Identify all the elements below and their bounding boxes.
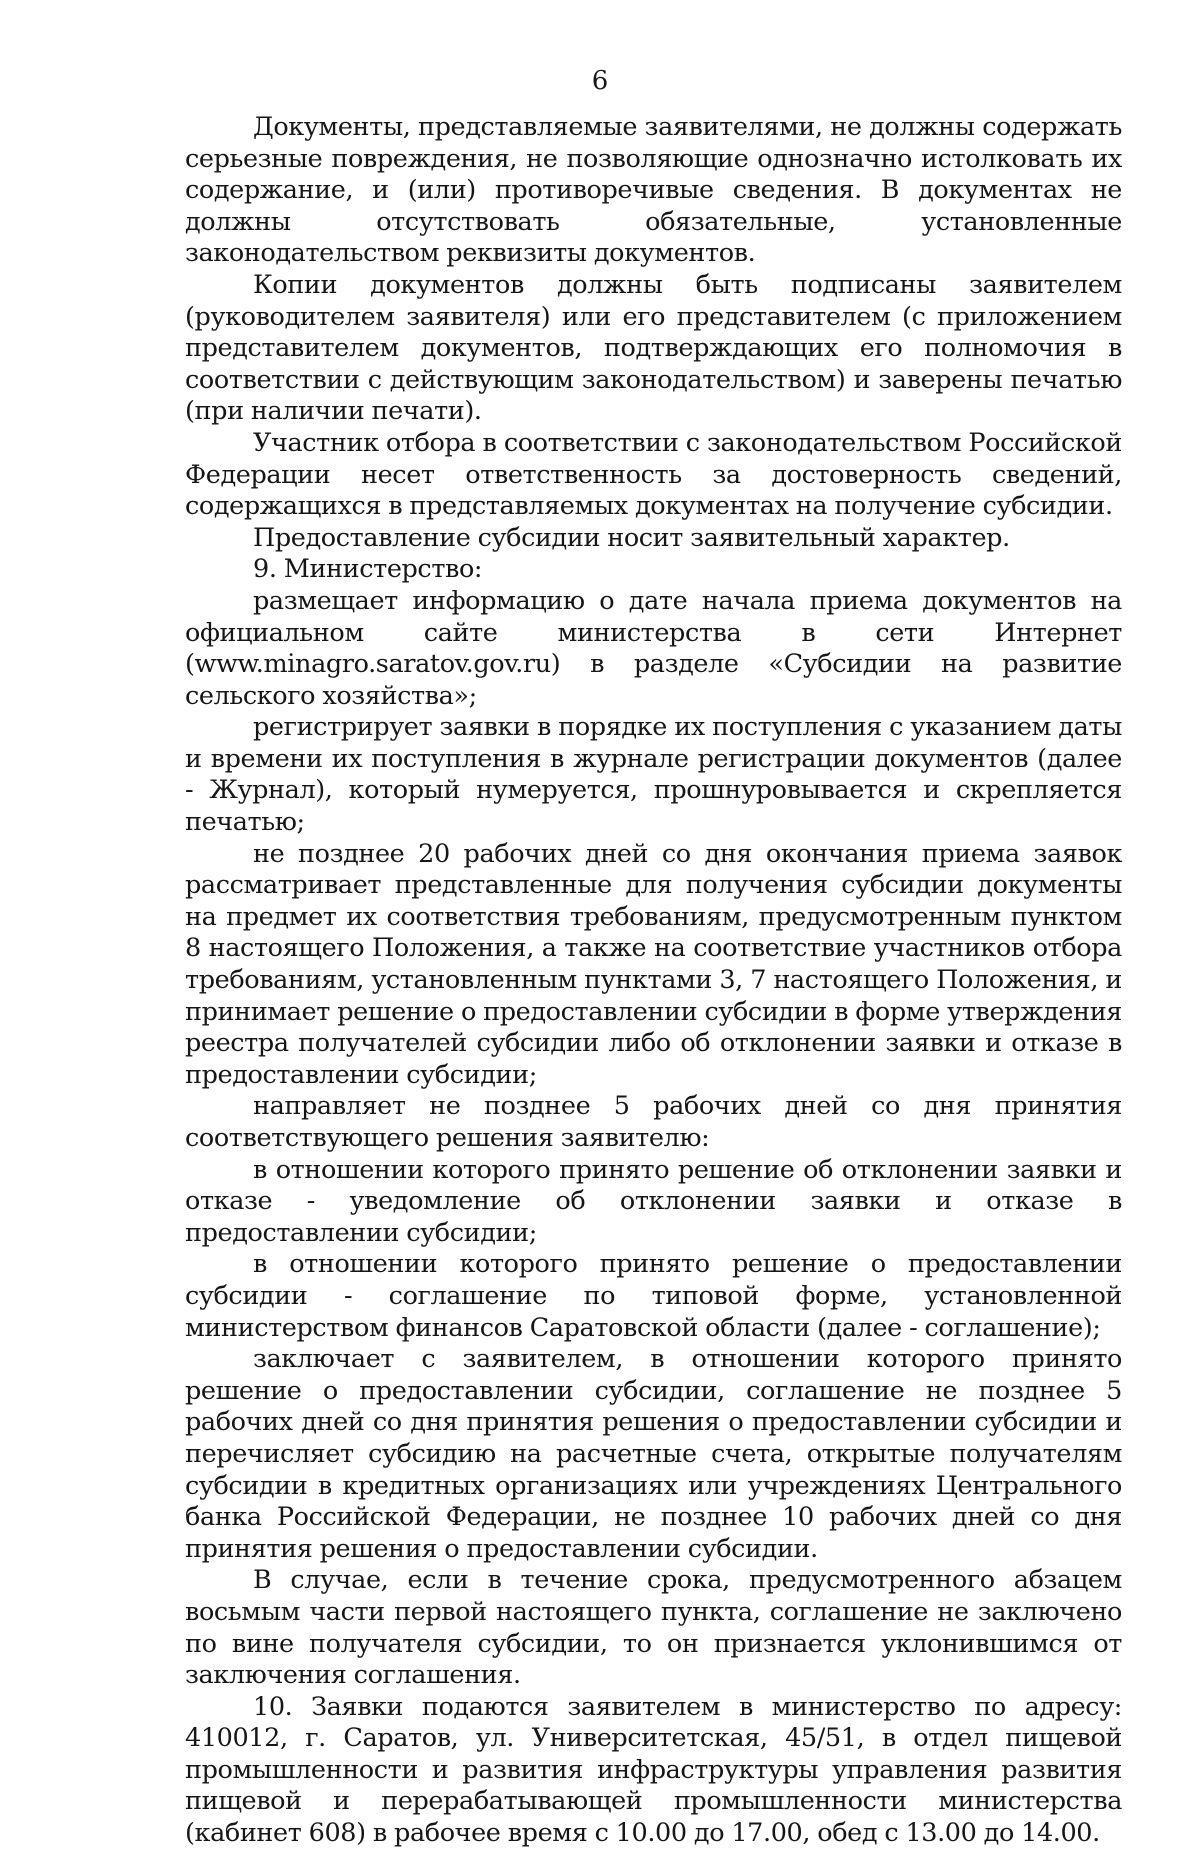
- paragraph-reviews-documents: не позднее 20 рабочих дней со дня окончания приема заявок рассматривает представленные для получения субсидии документы на предмет их соответствия требованиям, предусмотренным пунктом 8 настоящего Положения, а также на соответствие участников отбора требованиям, установленным пунктами 3, 7 настоящего Положения, и принимает решение о предоставлении субсидии в форме утверждения реестра получателей субсидии либо об отклонении заявки и отказе в предоставлении субсидии;: [185, 838, 1122, 1090]
- paragraph-section-10-address: 10. Заявки подаются заявителем в министерство по адресу: 410012, г. Саратов, ул. Университетская, 45/51, в отдел пищевой промышленности и развития инфраструктуры управления развития пищевой и перерабатывающей промышленности министерства (кабинет 608) в рабочее время с 10.00 до 17.00, обед с 13.00 до 14.00.: [185, 1691, 1122, 1849]
- paragraph-sends-decision: направляет не позднее 5 рабочих дней со дня принятия соответствующего решения заявителю:: [185, 1091, 1122, 1153]
- paragraph-participant-responsibility: Участник отбора в соответствии с законодательством Российской Федерации несет ответственность за достоверность сведений, содержащихся в представляемых документах на получение субсидии.: [185, 427, 1122, 522]
- paragraph-evasion-clause: В случае, если в течение срока, предусмотренного абзацем восьмым части первой настоящего пункта, соглашение не заключено по вине получателя субсидии, то он признается уклонившимся от заключения соглашения.: [185, 1565, 1122, 1691]
- paragraph-documents-requirements: Документы, представляемые заявителями, не должны содержать серьезные повреждения, не позволяющие однозначно истолковать их содержание, и (или) противоречивые сведения. В документах не должны отсутствовать обязательные, установленные законодательством реквизиты документов.: [185, 112, 1122, 269]
- page-number: 6: [591, 66, 609, 96]
- paragraph-agreement-form: в отношении которого принято решение о предоставлении субсидии - соглашение по типовой форме, установленной министерством финансов Саратовской области (далее - соглашение);: [185, 1249, 1122, 1343]
- paragraph-registers-applications: регистрирует заявки в порядке их поступления с указанием даты и времени их поступления в журнале регистрации документов (далее - Журнал), который нумеруется, прошнуровывается и скрепляется печатью;: [185, 712, 1122, 838]
- document-body: [185, 112, 1122, 1850]
- paragraph-publishes-info: размещает информацию о дате начала приема документов на официальном сайте министерства в сети Интернет (www.minagro.saratov.gov.ru) в разделе «Субсидии на развитие сельского хозяйства»;: [185, 585, 1122, 711]
- paragraph-rejection-notice: в отношении которого принято решение об отклонении заявки и отказе - уведомление об отклонении заявки и отказе в предоставлении субсидии;: [185, 1154, 1122, 1248]
- paragraph-concludes-agreement: заключает с заявителем, в отношении которого принято решение о предоставлении субсидии, соглашение не позднее 5 рабочих дней со дня принятия решения о предоставлении субсидии и перечисляет субсидию на расчетные счета, открытые получателям субсидии в кредитных организациях или учреждениях Центрального банка Российской Федерации, не позднее 10 рабочих дней со дня принятия решения о предоставлении субсидии.: [185, 1344, 1122, 1564]
- paragraph-application-nature: Предоставление субсидии носит заявительный характер.: [253, 522, 1010, 553]
- paragraph-section-9-heading: 9. Министерство:: [253, 554, 483, 585]
- paragraph-copies-signed: Копии документов должны быть подписаны заявителем (руководителем заявителя) или его представителем (с приложением представителем документов, подтверждающих его полномочия в соответствии с действующим законодательством) и заверены печатью (при наличии печати).: [185, 269, 1122, 427]
